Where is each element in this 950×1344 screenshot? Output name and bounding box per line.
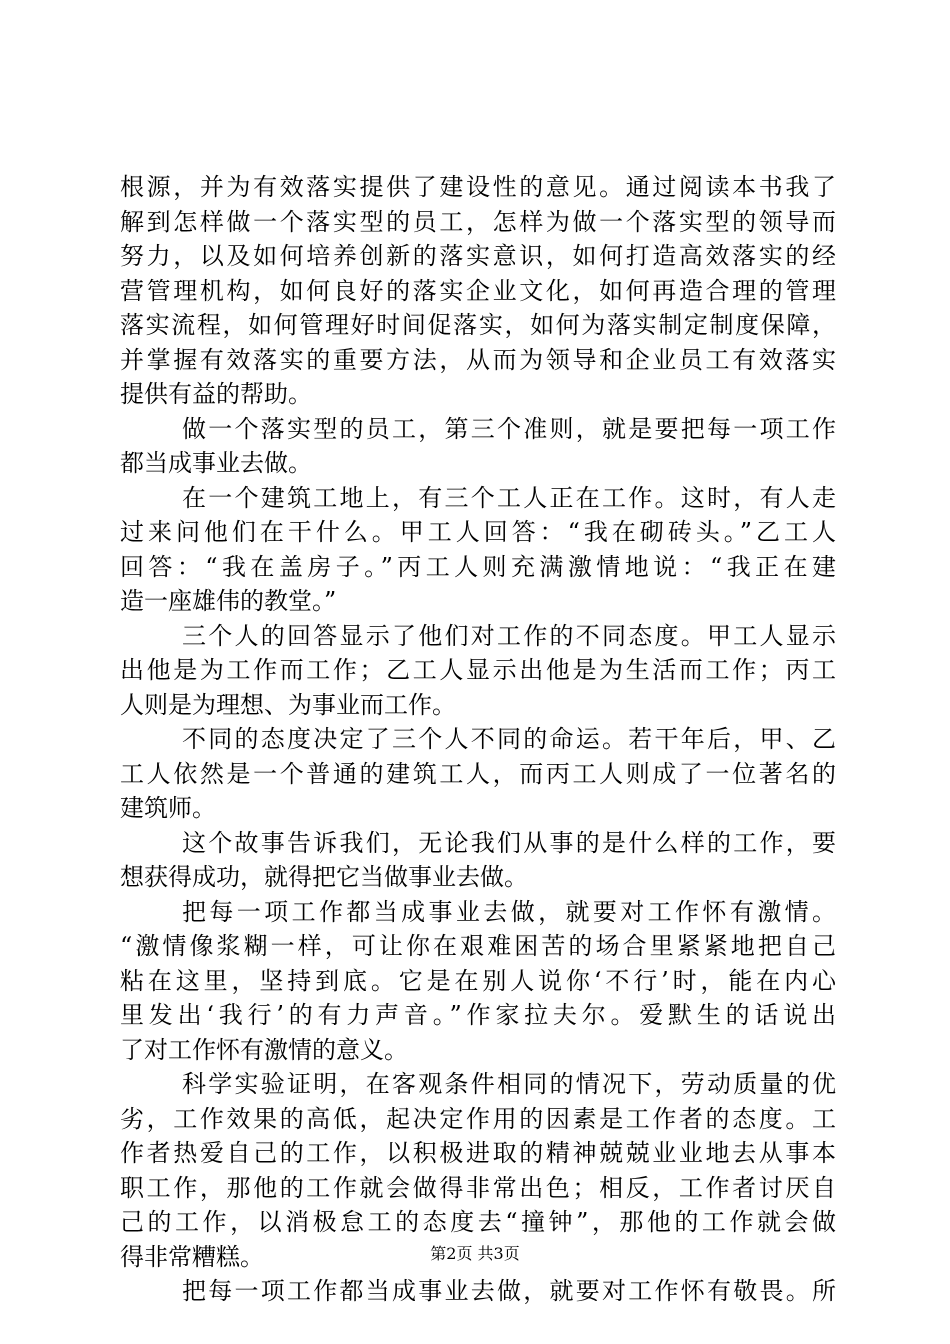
paragraph-first-line: 科学实验证明，在客观条件相同的情况下，劳动质量的优 bbox=[182, 1070, 836, 1098]
paragraph-first-line: 在一个建筑工地上，有三个工人正在工作。这时，有人走 bbox=[182, 483, 836, 512]
text-line: 作者热爱自己的工作，以积极进取的精神兢兢业业地去从事本 bbox=[120, 1139, 836, 1167]
text-line: 人则是为理想、为事业而工作。 bbox=[120, 690, 456, 719]
paragraph-first-line: 三个人的回答显示了他们对工作的不同态度。甲工人显示 bbox=[182, 621, 836, 650]
text-line: 解到怎样做一个落实型的员工，怎样为做一个落实型的领导而 bbox=[120, 207, 836, 236]
text-line: 职工作，那他的工作就会做得非常出色；相反，工作者讨厌自 bbox=[120, 1173, 836, 1202]
paragraph-first-line: 不同的态度决定了三个人不同的命运。若干年后，甲、乙 bbox=[182, 725, 836, 753]
text-line: 造一座雄伟的教堂。” bbox=[120, 587, 337, 615]
text-line: 劣，工作效果的高低，起决定作用的因素是工作者的态度。工 bbox=[120, 1104, 836, 1133]
text-line: 努力，以及如何培养创新的落实意识，如何打造高效落实的经 bbox=[120, 242, 836, 270]
text-line: 提供有益的帮助。 bbox=[120, 380, 312, 408]
paragraph-first-line: 做一个落实型的员工，第三个准则，就是要把每一项工作 bbox=[182, 414, 836, 443]
text-line: 根源，并为有效落实提供了建设性的意见。通过阅读本书我了 bbox=[120, 173, 836, 201]
paragraph-first-line: 这个故事告诉我们，无论我们从事的是什么样的工作，要 bbox=[182, 828, 836, 857]
text-line: 出他是为工作而工作；乙工人显示出他是为生活而工作；丙工 bbox=[120, 656, 836, 684]
text-line: 并掌握有效落实的重要方法，从而为领导和企业员工有效落实 bbox=[120, 345, 836, 374]
text-line: 了对工作怀有激情的意义。 bbox=[120, 1035, 408, 1064]
text-line: 粘在这里，坚持到底。它是在别人说你‘不行’时，能在内心 bbox=[120, 966, 836, 995]
document-body bbox=[120, 170, 836, 1309]
text-line: “激情像浆糊一样，可让你在艰难困苦的场合里紧紧地把自己 bbox=[120, 932, 836, 960]
text-line: 得非常糟糕。 bbox=[120, 1242, 264, 1271]
text-line: 建筑师。 bbox=[120, 794, 216, 822]
page-number-footer: 第2页 共3页 bbox=[430, 1244, 520, 1263]
paragraph-first-line: 把每一项工作都当成事业去做，就要对工作怀有激情。 bbox=[182, 897, 836, 926]
paragraph-first-line: 把每一项工作都当成事业去做，就要对工作怀有敬畏。所 bbox=[182, 1277, 836, 1305]
text-line: 想获得成功，就得把它当做事业去做。 bbox=[120, 863, 528, 891]
text-line: 落实流程，如何管理好时间促落实，如何为落实制定制度保障， bbox=[120, 311, 836, 339]
text-line: 工人依然是一个普通的建筑工人，而丙工人则成了一位著名的 bbox=[120, 759, 836, 788]
text-line: 过来问他们在干什么。甲工人回答：“我在砌砖头。”乙工人 bbox=[120, 518, 836, 546]
text-line: 里发出‘我行’的有力声音。”作家拉夫尔。爱默生的话说出 bbox=[120, 1001, 836, 1029]
text-line: 回答：“我在盖房子。”丙工人则充满激情地说：“我正在建 bbox=[120, 552, 836, 581]
text-line: 营管理机构，如何良好的落实企业文化，如何再造合理的管理 bbox=[120, 276, 836, 305]
text-line: 己的工作，以消极怠工的态度去“撞钟”，那他的工作就会做 bbox=[120, 1208, 836, 1236]
text-line: 都当成事业去做。 bbox=[120, 449, 312, 477]
